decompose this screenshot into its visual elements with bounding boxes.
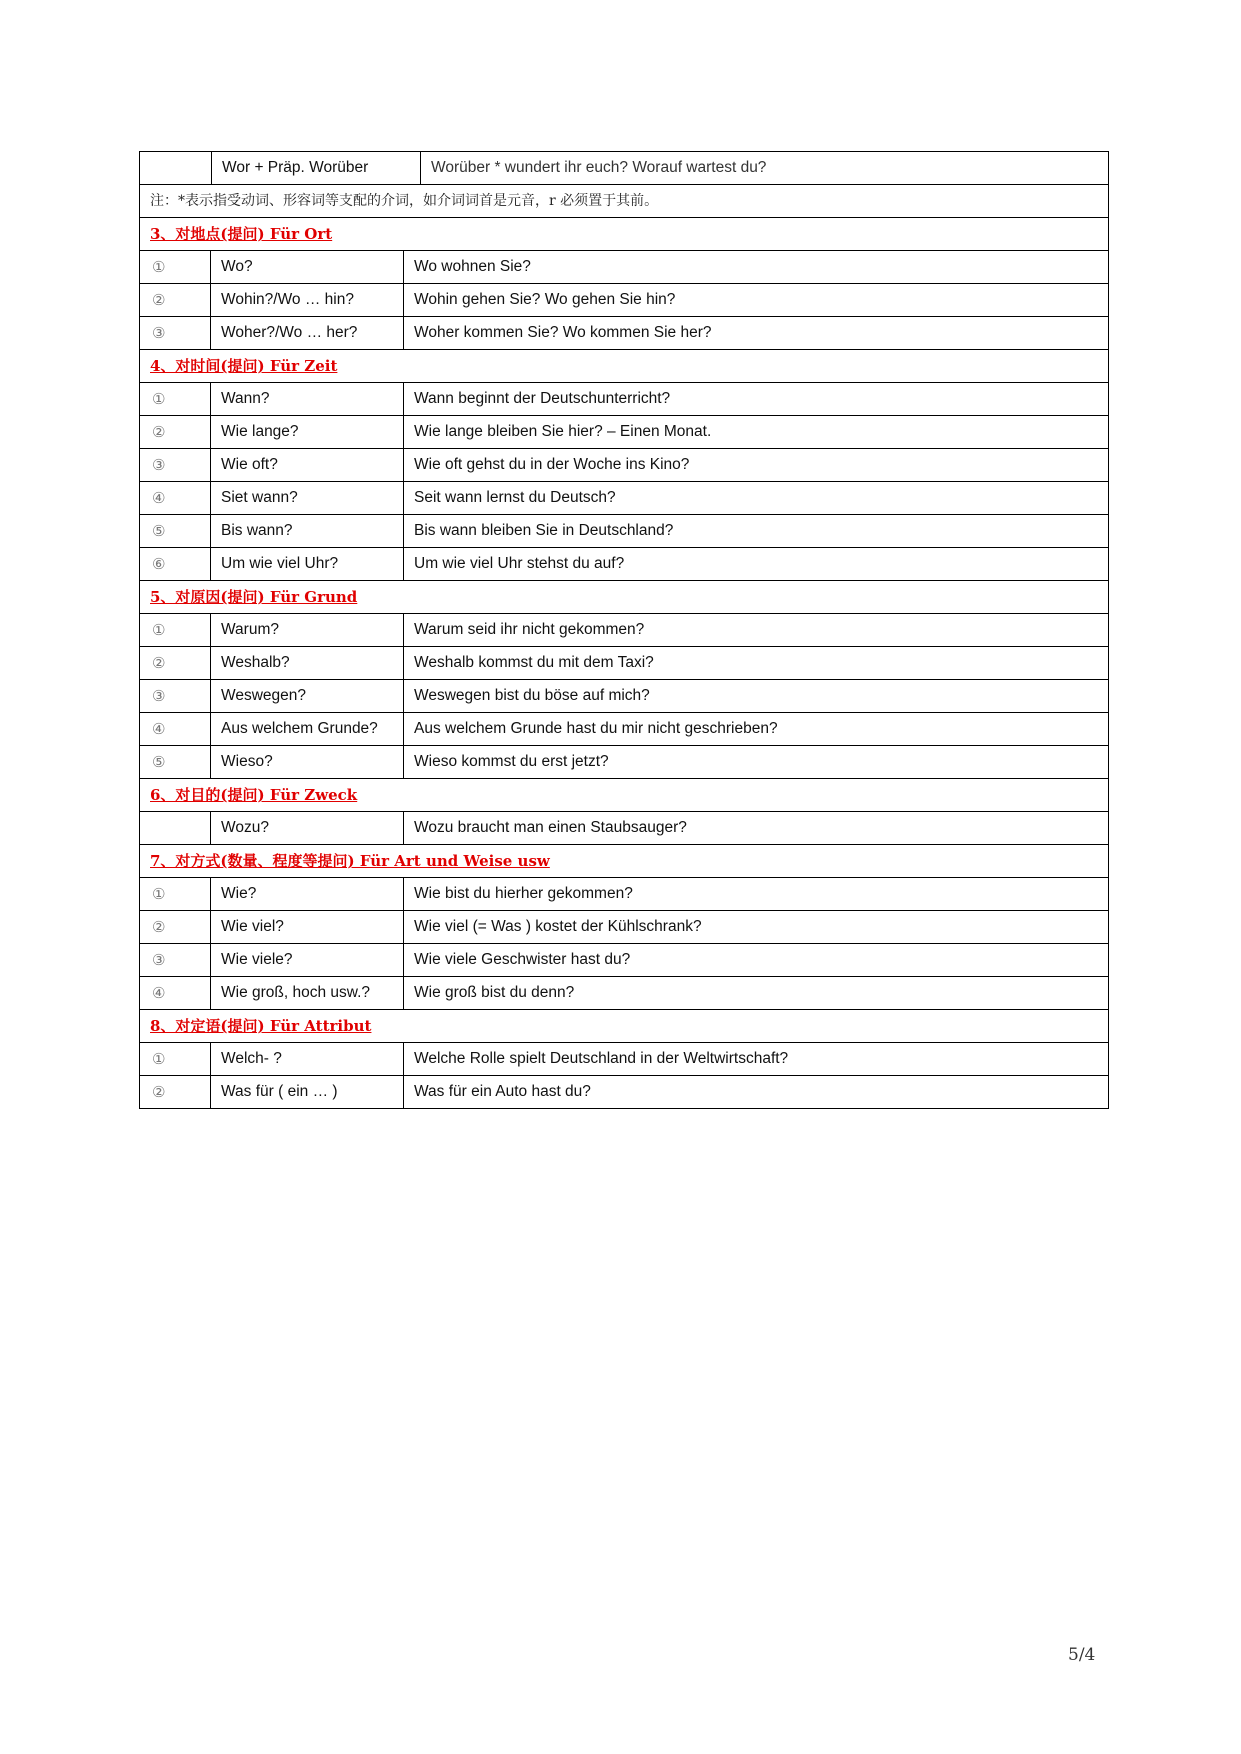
row-number: ① — [140, 878, 211, 911]
table-row — [140, 251, 1109, 284]
section-heading: 3、对地点(提问) Für Ort — [140, 218, 1109, 251]
row-number: ③ — [140, 944, 211, 977]
row-number: ① — [140, 383, 211, 416]
row-number: ③ — [140, 317, 211, 350]
section-heading: 5、对原因(提问) Für Grund — [140, 581, 1109, 614]
note-text: 注：*表示指受动词、形容词等支配的介词，如介词词首是元音，r 必须置于其前。 — [140, 185, 1109, 218]
example-sentence: Wieso kommst du erst jetzt? — [404, 746, 1109, 779]
question-word: Weshalb? — [211, 647, 404, 680]
section-heading-row — [140, 845, 1109, 878]
example-sentence: Wohin gehen Sie? Wo gehen Sie hin? — [404, 284, 1109, 317]
row-number: ① — [140, 251, 211, 284]
row-number: ① — [140, 1043, 211, 1076]
table-row — [140, 1076, 1109, 1109]
table-row — [140, 977, 1109, 1010]
question-word: Woher?/Wo … her? — [211, 317, 404, 350]
first-row-word: Wor + Präp. Worüber — [212, 152, 421, 184]
table-row — [140, 515, 1109, 548]
table-row — [140, 746, 1109, 779]
question-word: Bis wann? — [211, 515, 404, 548]
section-heading-row — [140, 350, 1109, 383]
section-heading-row — [140, 1010, 1109, 1043]
row-number: ⑥ — [140, 548, 211, 581]
section-heading: 7、对方式(数量、程度等提问) Für Art und Weise usw — [140, 845, 1109, 878]
table-row — [140, 449, 1109, 482]
section-heading: 4、对时间(提问) Für Zeit — [140, 350, 1109, 383]
table-row — [140, 812, 1109, 845]
example-sentence: Wie oft gehst du in der Woche ins Kino? — [404, 449, 1109, 482]
section-heading-row — [140, 779, 1109, 812]
question-word: Wie oft? — [211, 449, 404, 482]
question-word: Wie? — [211, 878, 404, 911]
row-number — [140, 812, 211, 845]
example-sentence: Wie viele Geschwister hast du? — [404, 944, 1109, 977]
row-number: ④ — [140, 713, 211, 746]
question-word: Wie viele? — [211, 944, 404, 977]
row-number: ② — [140, 911, 211, 944]
example-sentence: Wann beginnt der Deutschunterricht? — [404, 383, 1109, 416]
question-word: Wieso? — [211, 746, 404, 779]
section-heading: 6、对目的(提问) Für Zweck — [140, 779, 1109, 812]
table-row — [140, 383, 1109, 416]
example-sentence: Wie viel (= Was ) kostet der Kühlschrank? — [404, 911, 1109, 944]
row-number: ② — [140, 284, 211, 317]
section-heading-row — [140, 581, 1109, 614]
question-word: Wann? — [211, 383, 404, 416]
question-word: Wie groß, hoch usw.? — [211, 977, 404, 1010]
grammar-table — [139, 151, 1109, 1109]
note-row — [140, 185, 1109, 218]
row-number: ④ — [140, 482, 211, 515]
example-sentence: Weshalb kommst du mit dem Taxi? — [404, 647, 1109, 680]
table-row — [140, 614, 1109, 647]
table-row — [140, 482, 1109, 515]
example-sentence: Was für ein Auto hast du? — [404, 1076, 1109, 1109]
row-number: ② — [140, 1076, 211, 1109]
row-number: ④ — [140, 977, 211, 1010]
question-word: Siet wann? — [211, 482, 404, 515]
question-word: Warum? — [211, 614, 404, 647]
question-word: Wie lange? — [211, 416, 404, 449]
first-row-example: Worüber * wundert ihr euch? Worauf wartest du? — [431, 159, 767, 176]
first-row-number — [140, 152, 212, 184]
example-sentence: Welche Rolle spielt Deutschland in der Weltwirtschaft? — [404, 1043, 1109, 1076]
example-sentence: Aus welchem Grunde hast du mir nicht geschrieben? — [404, 713, 1109, 746]
table-row — [140, 911, 1109, 944]
row-number: ① — [140, 614, 211, 647]
table-row — [140, 317, 1109, 350]
example-sentence: Wo wohnen Sie? — [404, 251, 1109, 284]
page-number: 5/4 — [1068, 1645, 1096, 1665]
table-row — [140, 680, 1109, 713]
table-row — [140, 548, 1109, 581]
table-row — [140, 284, 1109, 317]
example-sentence: Wie groß bist du denn? — [404, 977, 1109, 1010]
question-word: Welch- ? — [211, 1043, 404, 1076]
table-row — [140, 713, 1109, 746]
row-number: ⑤ — [140, 515, 211, 548]
row-number: ② — [140, 647, 211, 680]
table-row — [140, 647, 1109, 680]
question-word: Wohin?/Wo … hin? — [211, 284, 404, 317]
example-sentence: Um wie viel Uhr stehst du auf? — [404, 548, 1109, 581]
table-row — [140, 878, 1109, 911]
example-sentence: Woher kommen Sie? Wo kommen Sie her? — [404, 317, 1109, 350]
example-sentence: Wie bist du hierher gekommen? — [404, 878, 1109, 911]
table-row — [140, 1043, 1109, 1076]
row-number: ② — [140, 416, 211, 449]
section-heading: 8、对定语(提问) Für Attribut — [140, 1010, 1109, 1043]
question-word: Um wie viel Uhr? — [211, 548, 404, 581]
question-word: Wozu? — [211, 812, 404, 845]
example-sentence: Weswegen bist du böse auf mich? — [404, 680, 1109, 713]
example-sentence: Wozu braucht man einen Staubsauger? — [404, 812, 1109, 845]
first-row — [140, 152, 1109, 185]
question-word: Aus welchem Grunde? — [211, 713, 404, 746]
question-word: Was für ( ein … ) — [211, 1076, 404, 1109]
question-word: Wo? — [211, 251, 404, 284]
row-number: ③ — [140, 449, 211, 482]
example-sentence: Bis wann bleiben Sie in Deutschland? — [404, 515, 1109, 548]
row-number: ⑤ — [140, 746, 211, 779]
question-word: Wie viel? — [211, 911, 404, 944]
table-row — [140, 944, 1109, 977]
example-sentence: Wie lange bleiben Sie hier? – Einen Monat. — [404, 416, 1109, 449]
question-word: Weswegen? — [211, 680, 404, 713]
example-sentence: Warum seid ihr nicht gekommen? — [404, 614, 1109, 647]
table-row — [140, 416, 1109, 449]
example-sentence: Seit wann lernst du Deutsch? — [404, 482, 1109, 515]
section-heading-row — [140, 218, 1109, 251]
row-number: ③ — [140, 680, 211, 713]
